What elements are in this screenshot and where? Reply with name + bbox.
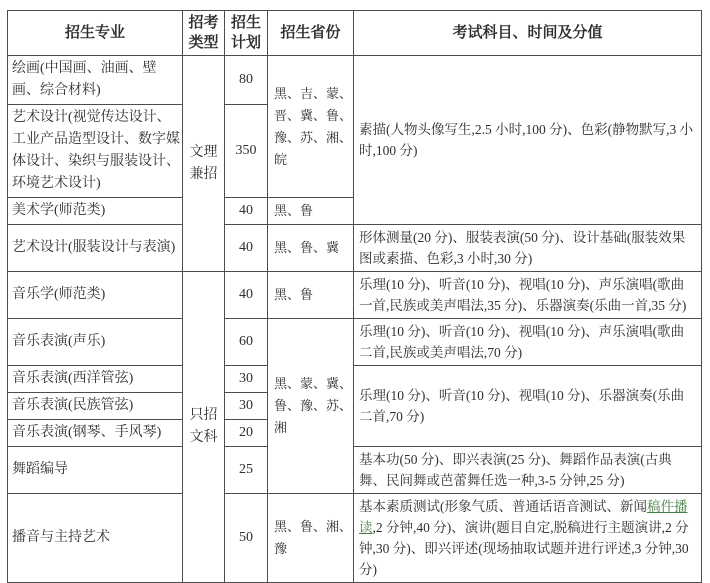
plan-cell: 80: [225, 56, 268, 105]
major-cell: 美术学(师范类): [8, 198, 183, 225]
row-fashion-design: [8, 225, 702, 272]
exam-cell: 乐理(10 分)、听音(10 分)、视唱(10 分)、声乐演唱(歌曲二首,民族或美声唱法,70 分): [354, 319, 702, 366]
provinces-cell: 黑、鲁、冀: [268, 225, 354, 272]
major-cell: 艺术设计(视觉传达设计、工业产品造型设计、数字媒体设计、染织与服装设计、环境艺术设计): [8, 105, 183, 198]
col-header-exam: 考试科目、时间及分值: [354, 11, 702, 56]
row-broadcasting: [8, 494, 702, 583]
col-header-plan: 招生计划: [225, 11, 268, 56]
exam-cell: 形体测量(20 分)、服装表演(50 分)、设计基础(服装效果图或素描、色彩,3 小时,30 分): [354, 225, 702, 272]
provinces-cell: 黑、鲁: [268, 272, 354, 319]
provinces-cell: 黑、鲁、湘、豫: [268, 494, 354, 583]
major-cell: 音乐表演(声乐): [8, 319, 183, 366]
major-cell: 艺术设计(服装设计与表演): [8, 225, 183, 272]
col-header-type: 招考类型: [183, 11, 225, 56]
plan-cell: 50: [225, 494, 268, 583]
major-cell: 音乐表演(民族管弦): [8, 393, 183, 420]
major-cell: 绘画(中国画、油画、壁画、综合材料): [8, 56, 183, 105]
major-cell: 播音与主持艺术: [8, 494, 183, 583]
exam-cell: 乐理(10 分)、听音(10 分)、视唱(10 分)、声乐演唱(歌曲一首,民族或美声唱法,35 分)、乐器演奏(乐曲一首,35 分): [354, 272, 702, 319]
provinces-cell-music: 黑、蒙、冀、鲁、豫、苏、湘: [268, 319, 354, 494]
plan-cell: 350: [225, 105, 268, 198]
row-western-orchestra: [8, 366, 702, 393]
major-cell: 音乐表演(西洋管弦): [8, 366, 183, 393]
plan-cell: 40: [225, 225, 268, 272]
major-cell: 音乐表演(钢琴、手风琴): [8, 420, 183, 447]
exam-cell-arts: 素描(人物头像写生,2.5 小时,100 分)、色彩(静物默写,3 小时,100 分): [354, 56, 702, 225]
plan-cell: 40: [225, 272, 268, 319]
provinces-cell: 黑、鲁: [268, 198, 354, 225]
news-script-reading-link[interactable]: 稿件播读: [359, 499, 688, 535]
plan-cell: 20: [225, 420, 268, 447]
exam-cell: 基本功(50 分)、即兴表演(25 分)、舞蹈作品表演(古典舞、民间舞或芭蕾舞任选一种,3-5 分钟,25 分): [354, 447, 702, 494]
exam-cell: [354, 494, 702, 583]
exam-text-part2: ,2 分钟,40 分)、演讲(题目自定,脱稿进行主题演讲,2 分钟,30 分)、即兴评述(现场抽取试题并进行评述,3 分钟,30 分): [359, 520, 689, 577]
plan-cell: 25: [225, 447, 268, 494]
header-row: [8, 11, 702, 56]
admissions-table: [7, 10, 702, 583]
col-header-province: 招生省份: [268, 11, 354, 56]
row-musicology: [8, 272, 702, 319]
plan-cell: 60: [225, 319, 268, 366]
row-dance-choreography: [8, 447, 702, 494]
type-cell-liberal: 只招文科: [183, 272, 225, 583]
exam-text-part1: 基本素质测试(形象气质、普通话语音测试、新闻: [359, 499, 647, 514]
major-cell: 音乐学(师范类): [8, 272, 183, 319]
provinces-cell-arts: 黑、吉、蒙、晋、冀、鲁、豫、苏、湘、皖: [268, 56, 354, 198]
plan-cell: 40: [225, 198, 268, 225]
row-painting: [8, 56, 702, 105]
type-cell-arts: 文理兼招: [183, 56, 225, 272]
plan-cell: 30: [225, 393, 268, 420]
row-vocal-performance: [8, 319, 702, 366]
major-cell: 舞蹈编导: [8, 447, 183, 494]
col-header-major: 招生专业: [8, 11, 183, 56]
exam-cell-instrumental: 乐理(10 分)、听音(10 分)、视唱(10 分)、乐器演奏(乐曲二首,70 分): [354, 366, 702, 447]
plan-cell: 30: [225, 366, 268, 393]
